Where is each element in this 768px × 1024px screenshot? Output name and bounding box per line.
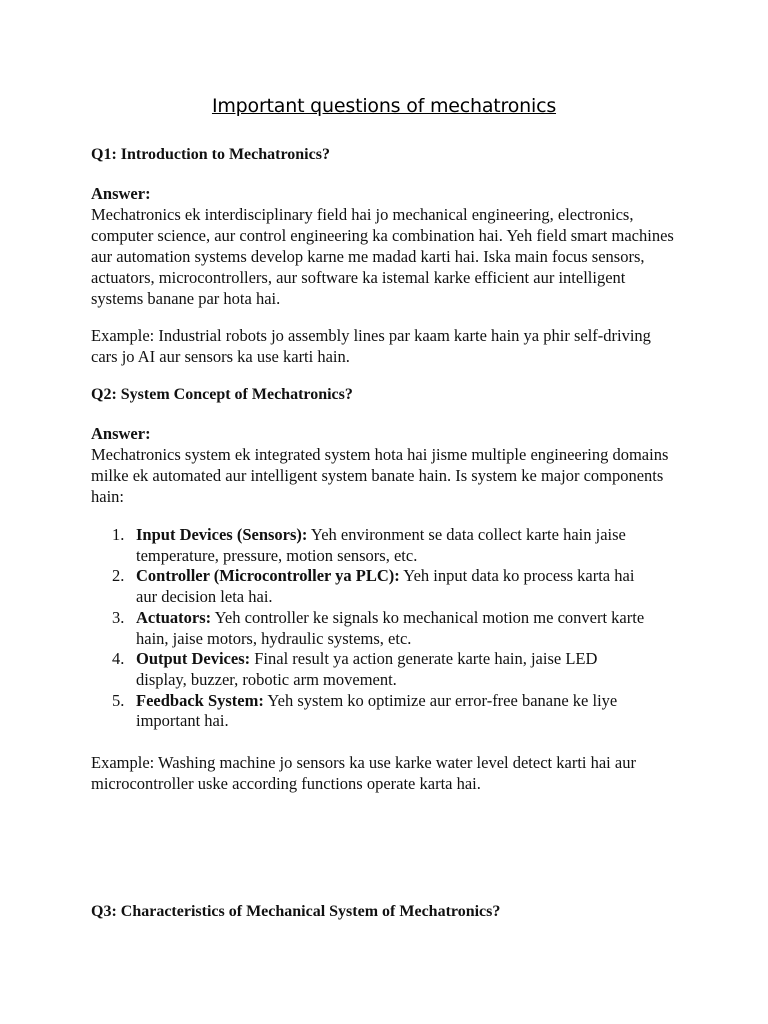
answer-2-label: Answer: — [91, 424, 151, 443]
list-term: Input Devices (Sensors): — [136, 525, 308, 544]
list-text: Final result ya action generate karte hain, jaise LED display, buzzer, robotic arm movement. — [136, 649, 598, 689]
list-text: Yeh environment se data collect karte hain jaise temperature, pressure, motion sensors, etc. — [136, 525, 626, 565]
list-text: Yeh system ko optimize aur error-free banane ke liye important hai. — [136, 690, 618, 731]
list-text: Yeh input data ko process karta hai aur decision leta hai. — [136, 566, 635, 607]
list-item — [91, 649, 646, 690]
example-1-text: Example: Industrial robots jo assembly lines par kaam karte hain ya phir self-driving cars jo AI aur sensors ka use karti hain. — [91, 326, 651, 366]
list-item — [91, 691, 646, 732]
question-2: Q2: System Concept of Mechatronics? — [91, 386, 353, 403]
answer-1-label: Answer: — [91, 184, 151, 203]
list-number: 5. — [112, 690, 125, 710]
list-item — [91, 525, 646, 566]
list-item — [91, 608, 646, 649]
question-1: Q1: Introduction to Mechatronics? — [91, 146, 330, 163]
list-term: Feedback System: — [136, 690, 264, 710]
list-number: 2. — [112, 566, 125, 586]
answer-2-text: Mechatronics system ek integrated system hota hai jisme multiple engineering domains milke ek automated aur intelligent system banate hain. Is system ke major components hain: — [91, 445, 669, 506]
list-number: 3. — [112, 607, 125, 627]
list-term: Output Devices: — [136, 649, 251, 669]
list-number: 1. — [112, 525, 125, 544]
list-item — [91, 566, 646, 607]
answer-1-text: Mechatronics ek interdisciplinary field hai jo mechanical engineering, electronics, computer science, aur control engineering ka combination hai. Yeh field smart machines aur automation systems develop karne me madad karti hai. Iska main focus sensors, actuators, microcontrollers, aur software ka istemal karke efficient aur intelligent systems banane par hota hai. — [91, 205, 674, 308]
list-term: Controller (Microcontroller ya PLC): — [136, 566, 400, 586]
question-3: Q3: Characteristics of Mechanical System of Mechatronics? — [91, 903, 501, 920]
list-number: 4. — [112, 649, 125, 669]
document-title: Important questions of mechatronics — [211, 95, 557, 117]
list-text: Yeh controller ke signals ko mechanical motion me convert karte hain, jaise motors, hydraulic systems, etc. — [136, 607, 645, 648]
components-list — [91, 525, 691, 732]
example-2-text: Example: Washing machine jo sensors ka use karke water level detect karti hai aur microcontroller uske according functions operate karta hai. — [91, 753, 636, 793]
list-term: Actuators: — [136, 607, 212, 627]
